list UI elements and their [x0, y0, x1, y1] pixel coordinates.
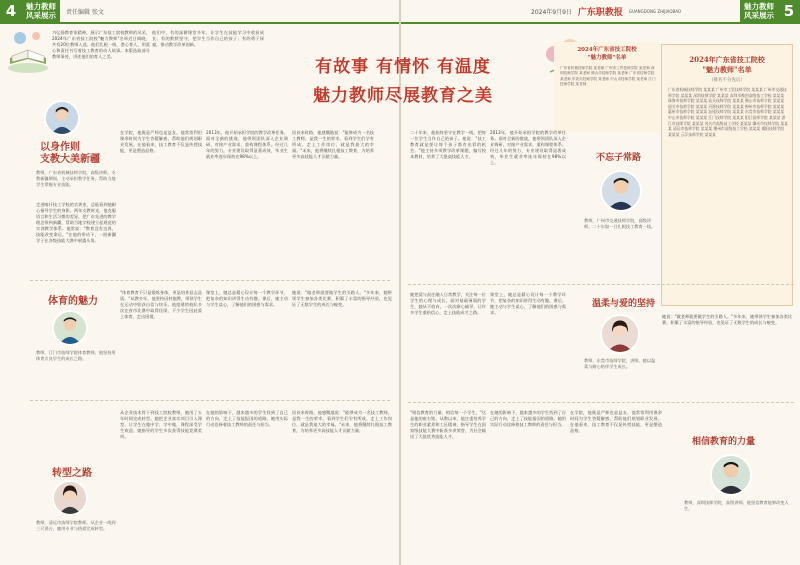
profile-caption-5: 教师，东莞市技师学院，讲师。她以温柔与耐心陪伴学生成长。 [584, 358, 656, 369]
profile-title-3: 转型之路 [52, 468, 92, 479]
profile-column-6b: 在她的影响下，越来越多的学生找到了自己的方向，走上了技能报国的道路。她用实际行动诠释着技工教师的责任与担当。 [490, 410, 566, 427]
profile-title-4: 不忘子常路 [596, 153, 642, 163]
profile-text-4: 二十年来，他始终坚守在教学一线，把每一位学生当作自己的孩子。他说："技工教育就是要让每个孩子都有出彩的机会。"他主持多项教学改革课题，编写校本教材，培养了大批高技能人才。 [410, 130, 486, 159]
profile-title-2: 体育的魅力 [48, 296, 98, 307]
profile-caption-6: 教师，深圳技师学院，高级讲师。他坚信教育能够改变人生。 [684, 500, 789, 511]
profile-column-4b: 2013年，他开始承担学院的教学改革任务。面对全新的挑战，他带领团队深入企业调研，对接产业需求，重构课程体系。经过几年的努力，专业建设取得显著成效，毕业生就业率连年保持在98%以上。 [490, 130, 566, 165]
profile-column-6c: 在学院，他既是严师也是益友。他常常利用课余时间为学生答疑解惑，帮助他们规划职业发展。在他看来，技工教育不仅是传授技能，更是塑造品格。 [570, 410, 662, 433]
profile-text-6: "相信教育的力量，相信每一个学生。"这是他的座右铭。从教以来，他注重培养学生的职业素养和工匠精神，指导学生在国家级技能大赛中斩获多项荣誉，为社会输送了大批优秀技能人才。 [410, 410, 486, 439]
main-headline [268, 52, 538, 106]
editor-credit: 责任编辑 张文 [66, 8, 104, 16]
section-tag-left: 魅力教师 风采展示 [22, 0, 60, 22]
profile-caption-4: 教师，广州市交通技师学院，高级讲师。二十年如一日扎根技工教育一线。 [584, 218, 656, 229]
profile-caption-2: 教师，江门市技师学院体育教师。他坚持用体育点亮学生的成长之路。 [36, 350, 116, 361]
profile-text-3: 从企业技术骨干到技工院校教师，她用了五年时间完成转型。她把企业真实项目引入课堂，让学生在做中学、学中做，课程深受学生欢迎。她指导的学生多次获得技能竞赛奖项。 [120, 410, 202, 439]
award-list-body: 广东省机械技师学院 某老师 广州市工贸技师学院 某老师 深圳技师学院 某老师 佛山市技师学院 某老师 广东省技师学院 某老师 东莞市技师学院 某老师 中山市技师学院 某老师 江门技师学院 某老师 [560, 66, 656, 86]
profile-column-2c: 她说："做老师就要做学生的引路人。"多年来，她带领学生参加各类比赛，积累了丰富的指导经验，也见证了无数学生的成长与蜕变。 [292, 290, 392, 307]
profile-text-1: 走进喀什技工学校的实训室，总能看到他耐心指导学生的身影。两年支教时光，他克服语言和生活习惯的差异，把广东先进的教学理念带到新疆，帮助当地学校建立起规范的实训教学体系。他常说："教育没有边界，技能改变命运。"在他的带动下，一批新疆学子在各级技能大赛中崭露头角。 [36, 202, 116, 243]
intro-paragraph: 为弘扬教育家精神，展示广东技工院校教师的风采，2024年广东省技工院校"魅力教师"名单近日揭晓，共有20位教师入选。他们扎根一线、潜心育人，用爱心和责任书写着技工教育的动人故事。本版选取部分教师事迹，讲述他们的育人之美。 [52, 30, 150, 59]
profile-column-2b: 课堂上，她总是精心设计每一个教学环节，把复杂的知识讲得生动有趣。课后，她主动与学生谈心，了解他们的困惑与需求。 [206, 290, 288, 307]
headline-line-1: 有故事 有情怀 有温度 [315, 57, 491, 77]
paper-pinyin: GUANGDONG ZHIJIAOBAO [628, 8, 682, 14]
right-page-number: 5 [778, 0, 800, 22]
right-header-rule [401, 22, 800, 24]
section-divider-1 [30, 280, 390, 281]
teacher-list-body: 广东省机械技师学院 某某某 广州市工贸技师学院 某某某 广州市交通技师学院 某某某 深圳技师学院 某某某 深圳市携创高级技工学校 某某某 珠海市技师学院 某某某 汕头技师学院 某某某 佛山市技师学院 某某某 韶关市技师学院 某某某 河源技师学院 某某某 梅州市技师学院 某某某 惠州市技师学院 某某某 汕尾技师学院 某某某 东莞市技师学院 某某某 中山市技师学院 某某某 江门技师学院 某某某 阳江技师学院 某某某 湛江市技师学院 某某某 茂名市高级技工学校 某某某 肇庆市技师学院 某某某 清远市技师学院 某某某 潮州市高级技工学校 某某某 揭阳技师学院 某某某 云浮技师学院 某某某 [668, 87, 788, 137]
profile-column-5c: 她说："做老师就要做学生的引路人。"多年来，她带领学生参加各类比赛，积累了丰富的指导经验，也见证了无数学生的成长与蜕变。 [662, 314, 792, 325]
profile-caption-1: 教师，广东省机械技师学院，高级讲师。支教新疆期间，主动承担教学任务，帮助当地学生掌握专业技能。 [36, 170, 116, 187]
section-divider-3 [408, 284, 794, 285]
profile-photo-4 [600, 170, 642, 212]
left-page-header [0, 0, 399, 22]
profile-caption-3: 教师，清远市技师学院教师。从企业一线到三尺讲台，她用专业与热爱完成转型。 [36, 520, 116, 531]
profile-photo-3 [52, 480, 88, 516]
left-header-rule [0, 22, 399, 24]
left-page-number: 4 [0, 0, 22, 22]
issue-date: 2024年9月9日 [531, 8, 572, 16]
profile-column-1b: 在学院，他既是严师也是益友。他常常利用课余时间为学生答疑解惑，帮助他们规划职业发展。在他看来，技工教育不仅是传授技能，更是塑造品格。 [120, 130, 202, 153]
profile-photo-1 [44, 100, 80, 136]
profile-photo-2 [52, 310, 88, 346]
headline-line-2: 魅力教师尽展教育之美 [313, 86, 493, 106]
profile-photo-6 [710, 454, 752, 496]
profile-title-1: 以身作则 支教大美新疆 [40, 142, 100, 165]
profile-text-5: 她把爱与责任融入日常教学，关注每一位学生的心理与成长。面对基础薄弱的学生，她从不放弃，一次次耐心辅导，让许多学生重拾信心，走上技能成才之路。 [410, 292, 486, 315]
award-list-title: 2024年广东省技工院校 "魅力教师"名单 [577, 47, 637, 61]
profile-column-1c: 2013年，他开始承担学院的教学改革任务。面对全新的挑战，他带领团队深入企业调研，对接产业需求，重构课程体系。经过几年的努力，专业建设取得显著成效，毕业生就业率连年保持在98%以上。 [206, 130, 288, 159]
profile-column-1d: 回首来时路，他感慨地说："能够成为一名技工教师，是我一生的荣幸。看到学生们学有所成、走上工作岗位，就是我最大的幸福。"未来，他将继续扎根技工教育，为培养更多高技能人才贡献力量。 [292, 130, 374, 159]
profile-text-2: "体育教育不只是锻炼身体，更是培养意志品质。"从教多年，他坚持因材施教，带领学生在运动中收获自信与快乐。他组建的校队多次在省市比赛中取得佳绩，不少学生因此爱上体育、走出困境。 [120, 290, 202, 319]
profile-title-5: 温柔与爱的坚持 [592, 299, 656, 309]
paper-name: 广东职教报 [577, 7, 623, 18]
teacher-list-title: 2024年广东省技工院校 "魅力教师"名单 [689, 55, 765, 74]
right-page-header [401, 0, 800, 22]
section-tag-right: 魅力教师 风采展示 [740, 0, 778, 22]
intro-paragraph-2: 他们中，有的深耕课堂多年，让学生在技能学习中收获成长；有的默默坚守，把学生当作自己的孩子；有的勇于探索，推动教学改革创新。 [152, 30, 264, 47]
section-divider-4 [408, 402, 794, 403]
teacher-list-box [661, 44, 793, 306]
profile-column-5b: 课堂上，她总是精心设计每一个教学环节，把复杂的知识讲得生动有趣。课后，她主动与学生谈心，了解他们的困惑与需求。 [490, 292, 566, 315]
award-list-box [554, 42, 660, 132]
section-divider-2 [30, 400, 390, 401]
teacher-list-subtitle: （排名不分先后） [709, 78, 745, 83]
profile-title-6: 相信教育的力量 [692, 437, 756, 447]
profile-column-3b: 在她的影响下，越来越多的学生找到了自己的方向，走上了技能报国的道路。她用实际行动诠释着技工教师的责任与担当。 [206, 410, 288, 427]
open-book-illustration [6, 28, 50, 74]
profile-photo-5 [600, 314, 640, 354]
profile-column-3c: 回首来时路，他感慨地说："能够成为一名技工教师，是我一生的荣幸。看到学生们学有所成、走上工作岗位，就是我最大的幸福。"未来，他将继续扎根技工教育，为培养更多高技能人才贡献力量。 [292, 410, 392, 433]
